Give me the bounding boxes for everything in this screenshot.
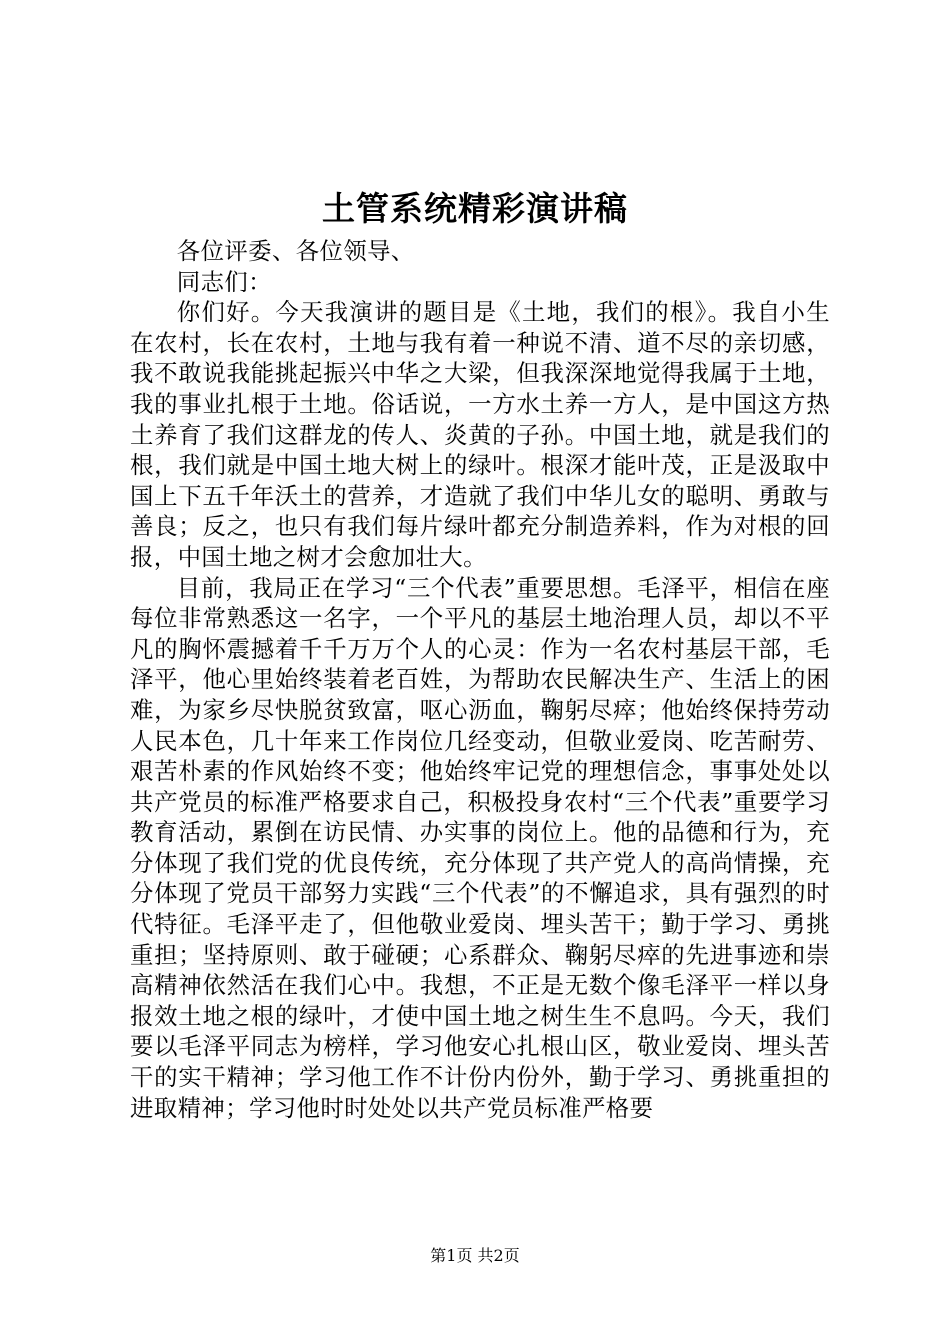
salutation-line-2: 同志们： [176,267,272,296]
salutation-line-1: 各位评委、各位领导、 [176,237,415,265]
document-body [130,236,830,1123]
paragraph-2: 目前，我局正在学习“三个代表”重要思想。毛泽平，相信在座每位非常熟悉这一名字，一个平凡的基层土地治理人员，却以不平凡的胸怀震撼着千千万万个人的心灵：作为一名农村基层干部，毛泽平，他心里始终装着老百姓，为帮助农民解决生产、生活上的困难，为家乡尽快脱贫致富，呕心沥血，鞠躬尽瘁；他始终保持劳动人民本色，几十年来工作岗位几经变动，但敬业爱岗、吃苦耐劳、艰苦朴素的作风始终不变；他始终牢记党的理想信念，事事处处以共产党员的标准严格要求自己，积极投身农村“三个代表”重要学习教育活动，累倒在访民情、办实事的岗位上。他的品德和行为，充分体现了我们党的优良传统，充分体现了共产党人的高尚情操，充分体现了党员干部努力实践“三个代表”的不懈追求，具有强烈的时代特征。毛泽平走了，但他敬业爱岗、埋头苦干；勤于学习、勇挑重担；坚持原则、敢于碰硬；心系群众、鞠躬尽瘁的先进事迹和崇高精神依然活在我们心中。我想，不正是无数个像毛泽平一样以身报效土地之根的绿叶，才使中国土地之树生生不息吗。今天，我们要以毛泽平同志为榜样，学习他安心扎根山区，敬业爱岗、埋头苦干的实干精神；学习他工作不计份内份外，勤于学习、勇挑重担的进取精神；学习他时时处处以共产党员标准严格要 [130,573,830,1122]
page-footer: 第1页 共2页 [430,1246,520,1265]
document-title: 土管系统精彩演讲稿 [322,189,628,228]
paragraph-1: 你们好。今天我演讲的题目是《土地，我们的根》。我自小生在农村，长在农村，土地与我有着一种说不清、道不尽的亲切感，我不敢说我能挑起振兴中华之大梁，但我深深地觉得我属于土地，我的事业扎根于土地。俗话说，一方水土养一方人，是中国这方热土养育了我们这群龙的传人、炎黄的子孙。中国土地，就是我们的根，我们就是中国土地大树上的绿叶。根深才能叶茂，正是汲取中国上下五千年沃土的营养，才造就了我们中华儿女的聪明、勇敢与善良；反之，也只有我们每片绿叶都充分制造养料，作为对根的回报，中国土地之树才会愈加壮大。 [130,298,830,571]
